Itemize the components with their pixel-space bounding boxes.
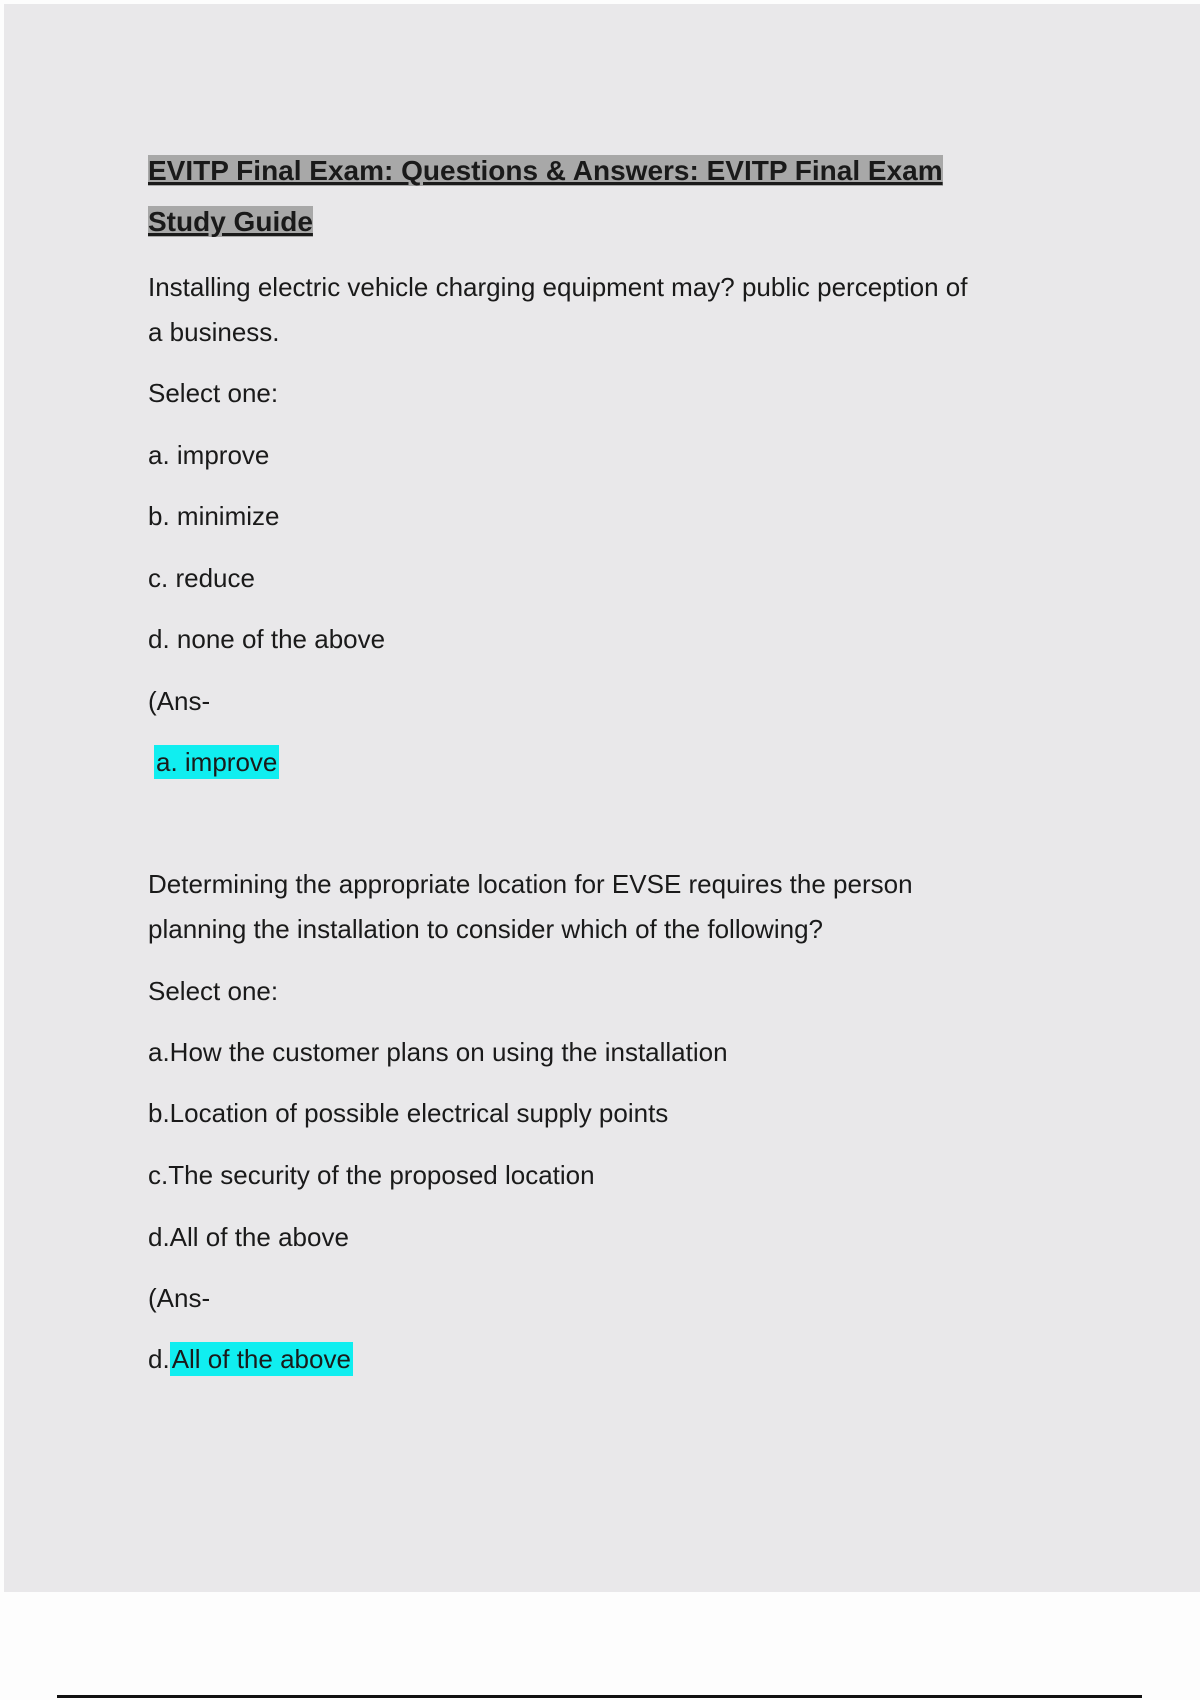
question-1-option-c: c. reduce xyxy=(148,563,255,593)
question-1-option-b: b. minimize xyxy=(148,501,280,531)
answer-highlight: a. improve xyxy=(156,747,278,777)
question-1-answer xyxy=(154,745,279,779)
question-2-answer-label: (Ans- xyxy=(148,1283,211,1313)
question-1-text-cont: a business. xyxy=(148,317,280,347)
answer-highlight: All of the above xyxy=(171,1344,351,1374)
question-1-option-a: a. improve xyxy=(148,440,270,470)
footer-divider xyxy=(57,1695,1142,1698)
question-1-text: Installing electric vehicle charging equipment may? public perception of xyxy=(148,272,968,302)
question-1-answer-label: (Ans- xyxy=(148,686,211,716)
question-2-option-b: b.Location of possible electrical supply points xyxy=(148,1098,669,1128)
question-2-text-cont: planning the installation to consider which of the following? xyxy=(148,914,823,944)
question-1-option-d: d. none of the above xyxy=(148,624,386,654)
question-2-option-a: a.How the customer plans on using the installation xyxy=(148,1037,728,1067)
question-2-prompt: Select one: xyxy=(148,976,279,1006)
question-2-text: Determining the appropriate location for EVSE requires the person xyxy=(148,869,913,899)
question-1-prompt: Select one: xyxy=(148,378,279,408)
question-2-option-d: d.All of the above xyxy=(148,1222,349,1252)
question-2-answer: d.All of the above xyxy=(148,1344,351,1374)
document-title-line1: EVITP Final Exam: Questions & Answers: EVITP Final Exam xyxy=(148,155,943,186)
question-2-option-c: c.The security of the proposed location xyxy=(148,1160,595,1190)
document-title-line2: Study Guide xyxy=(148,206,313,237)
